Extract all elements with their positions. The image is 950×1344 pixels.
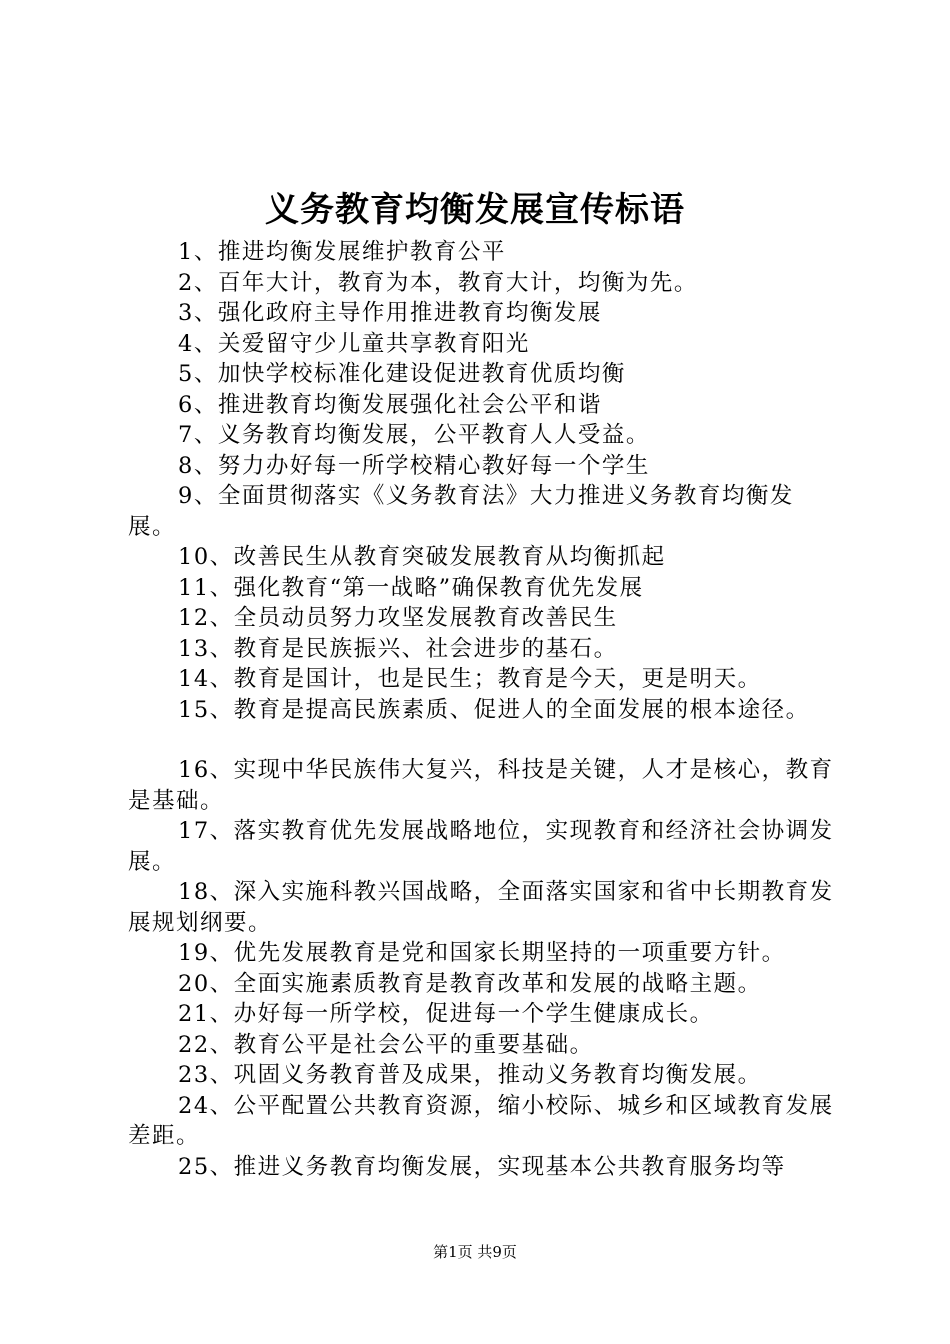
list-item: 20、全面实施素质教育是教育改革和发展的战略主题。 (178, 970, 762, 997)
list-item: 14、教育是国计，也是民生；教育是今天，更是明天。 (178, 666, 762, 692)
page-number-footer: 第1页 共9页 (433, 1243, 517, 1261)
list-item: 4、关爱留守少儿童共享教育阳光 (178, 330, 530, 357)
list-item: 15、教育是提高民族素质、促进人的全面发展的根本途径。 (178, 696, 810, 723)
list-item: 16、实现中华民族伟大复兴，科技是关键，人才是核心，教育是基础。 (128, 757, 834, 814)
list-item: 12、全员动员努力攻坚发展教育改善民生 (178, 605, 618, 631)
list-item: 10、改善民生从教育突破发展教育从均衡抓起 (178, 544, 666, 570)
list-item: 9、全面贯彻落实《义务教育法》大力推进义务教育均衡发展。 (128, 483, 794, 540)
list-item: 5、加快学校标准化建设促进教育优质均衡 (178, 361, 626, 387)
list-item: 7、义务教育均衡发展，公平教育人人受益。 (178, 422, 650, 448)
list-item: 24、公平配置公共教育资源，缩小校际、城乡和区域教育发展差距。 (128, 1092, 834, 1149)
list-item: 25、推进义务教育均衡发展，实现基本公共教育服务均等 (178, 1153, 786, 1180)
list-item: 21、办好每一所学校，促进每一个学生健康成长。 (178, 1001, 714, 1027)
list-item: 23、巩固义务教育普及成果，推动义务教育均衡发展。 (178, 1062, 762, 1088)
list-item: 17、落实教育优先发展战略地位，实现教育和经济社会协调发展。 (128, 818, 834, 875)
list-item: 8、努力办好每一所学校精心教好每一个学生 (178, 452, 650, 479)
list-item: 19、优先发展教育是党和国家长期坚持的一项重要方针。 (178, 940, 786, 966)
document-title: 义务教育均衡发展宣传标语 (265, 190, 685, 230)
list-item: 18、深入实施科教兴国战略，全面落实国家和省中长期教育发展规划纲要。 (128, 879, 834, 936)
list-item: 22、教育公平是社会公平的重要基础。 (178, 1031, 594, 1058)
list-item: 2、百年大计，教育为本，教育大计，均衡为先。 (178, 269, 698, 296)
list-item: 13、教育是民族振兴、社会进步的基石。 (178, 635, 618, 662)
list-item: 1、推进均衡发展维护教育公平 (178, 239, 506, 265)
slogan-list (128, 237, 840, 1182)
list-item: 11、强化教育“第一战略”确保教育优先发展 (178, 574, 644, 601)
list-item: 6、推进教育均衡发展强化社会公平和谐 (178, 391, 602, 418)
list-item: 3、强化政府主导作用推进教育均衡发展 (178, 300, 602, 326)
